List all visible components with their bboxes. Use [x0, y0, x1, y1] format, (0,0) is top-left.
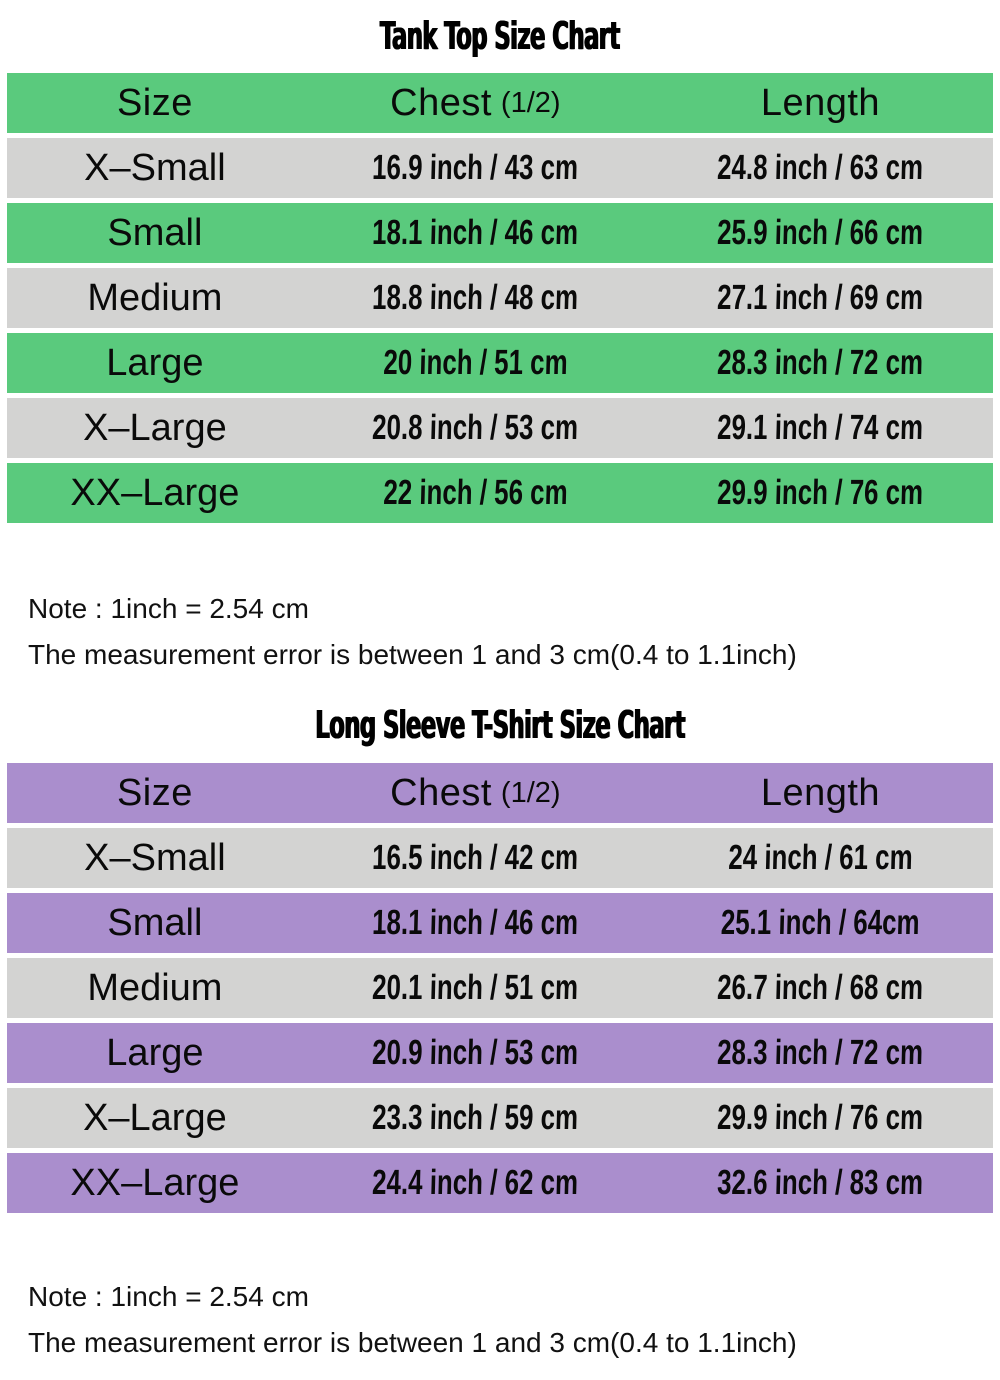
length-cell	[648, 473, 993, 513]
size-cell	[7, 407, 303, 450]
length-cell	[648, 903, 993, 943]
tank-top-title	[0, 14, 1000, 58]
chest-cell	[303, 278, 648, 318]
length-cell	[648, 343, 993, 383]
long-sleeve-header-row	[7, 763, 993, 823]
chest-value: 20 inch / 51 cm	[382, 343, 569, 382]
size-cell	[7, 472, 303, 515]
chest-cell	[303, 1098, 648, 1138]
size-header-label: Size	[116, 771, 193, 814]
header-cell-size	[7, 772, 303, 815]
chest-value: 20.8 inch / 53 cm	[371, 408, 579, 447]
length-cell	[648, 1033, 993, 1073]
header-cell-size	[7, 82, 303, 125]
size-cell	[7, 837, 303, 880]
size-cell	[7, 967, 303, 1010]
header-cell-chest	[303, 82, 648, 125]
size-label: Small	[107, 211, 203, 254]
length-cell	[648, 838, 993, 878]
size-label: X–Small	[84, 836, 226, 879]
length-cell	[648, 1163, 993, 1203]
size-cell	[7, 342, 303, 385]
length-value: 25.9 inch / 66 cm	[717, 213, 924, 252]
length-cell	[648, 968, 993, 1008]
chest-value: 23.3 inch / 59 cm	[371, 1098, 579, 1137]
chest-cell	[303, 968, 648, 1008]
length-value: 28.3 inch / 72 cm	[717, 1033, 924, 1072]
table-row-xlarge	[7, 1088, 993, 1148]
length-value: 29.9 inch / 76 cm	[717, 1098, 924, 1137]
note-line-2: The measurement error is between 1 and 3 cm(0.4 to 1.1inch)	[28, 1327, 797, 1358]
size-cell	[7, 147, 303, 190]
size-label: Small	[107, 901, 203, 944]
chest-value: 20.9 inch / 53 cm	[371, 1033, 579, 1072]
length-cell	[648, 148, 993, 188]
table-row-xlarge	[7, 398, 993, 458]
tank-top-table	[7, 73, 993, 528]
table-row-large	[7, 333, 993, 393]
chest-cell	[303, 903, 648, 943]
chest-header-note: (1/2)	[500, 86, 561, 119]
chest-header-label: Chest	[390, 81, 492, 124]
length-cell	[648, 213, 993, 253]
header-cell-chest	[303, 772, 648, 815]
long-sleeve-title	[0, 703, 1000, 747]
tank-top-title-text: Tank Top Size Chart	[380, 14, 620, 58]
chest-cell	[303, 1033, 648, 1073]
chest-cell	[303, 213, 648, 253]
size-label: Medium	[87, 276, 223, 319]
table-row-medium	[7, 268, 993, 328]
length-header-label: Length	[760, 771, 881, 814]
length-value: 24 inch / 61 cm	[727, 838, 914, 877]
table-row-large	[7, 1023, 993, 1083]
chest-value: 18.8 inch / 48 cm	[371, 278, 579, 317]
size-cell	[7, 902, 303, 945]
chest-value: 20.1 inch / 51 cm	[371, 968, 579, 1007]
table-row-xsmall	[7, 828, 993, 888]
size-label: XX–Large	[70, 471, 240, 514]
chest-cell	[303, 838, 648, 878]
table-row-xsmall	[7, 138, 993, 198]
length-value: 26.7 inch / 68 cm	[717, 968, 924, 1007]
chest-cell	[303, 148, 648, 188]
table-row-xxlarge	[7, 463, 993, 523]
chest-value: 22 inch / 56 cm	[382, 473, 569, 512]
note-line-2: The measurement error is between 1 and 3 cm(0.4 to 1.1inch)	[28, 639, 797, 670]
table-row-xxlarge	[7, 1153, 993, 1213]
size-label: Large	[106, 1031, 204, 1074]
size-cell	[7, 1032, 303, 1075]
size-label: Medium	[87, 966, 223, 1009]
size-cell	[7, 1097, 303, 1140]
note-block-1	[28, 592, 797, 684]
size-cell	[7, 212, 303, 255]
chest-cell	[303, 408, 648, 448]
table-row-small	[7, 893, 993, 953]
size-label: X–Small	[84, 146, 226, 189]
chest-value: 16.5 inch / 42 cm	[371, 838, 579, 877]
tank-top-header-row	[7, 73, 993, 133]
long-sleeve-table	[7, 763, 993, 1218]
chest-cell	[303, 343, 648, 383]
chest-cell	[303, 473, 648, 513]
chest-header-note: (1/2)	[500, 776, 561, 809]
length-cell	[648, 1098, 993, 1138]
size-label: XX–Large	[70, 1161, 240, 1204]
length-value: 32.6 inch / 83 cm	[717, 1163, 924, 1202]
header-cell-length	[648, 82, 993, 125]
length-cell	[648, 408, 993, 448]
chest-value: 24.4 inch / 62 cm	[371, 1163, 579, 1202]
chest-value: 18.1 inch / 46 cm	[371, 903, 579, 942]
size-cell	[7, 277, 303, 320]
table-row-medium	[7, 958, 993, 1018]
size-label: X–Large	[83, 406, 227, 449]
chest-value: 16.9 inch / 43 cm	[371, 148, 579, 187]
length-value: 27.1 inch / 69 cm	[717, 278, 924, 317]
length-value: 25.1 inch / 64cm	[720, 903, 921, 942]
size-header-label: Size	[116, 81, 193, 124]
header-cell-length	[648, 772, 993, 815]
length-header-label: Length	[760, 81, 881, 124]
chest-header-label: Chest	[390, 771, 492, 814]
length-value: 24.8 inch / 63 cm	[717, 148, 924, 187]
size-label: Large	[106, 341, 204, 384]
table-row-small	[7, 203, 993, 263]
note-block-2	[28, 1280, 797, 1372]
size-label: X–Large	[83, 1096, 227, 1139]
long-sleeve-title-text: Long Sleeve T-Shirt Size Chart	[315, 703, 685, 747]
length-value: 28.3 inch / 72 cm	[717, 343, 924, 382]
size-cell	[7, 1162, 303, 1205]
note-line-1: Note : 1inch = 2.54 cm	[28, 1281, 309, 1312]
chest-value: 18.1 inch / 46 cm	[371, 213, 579, 252]
length-cell	[648, 278, 993, 318]
note-line-1: Note : 1inch = 2.54 cm	[28, 593, 309, 624]
length-value: 29.1 inch / 74 cm	[717, 408, 924, 447]
chest-cell	[303, 1163, 648, 1203]
length-value: 29.9 inch / 76 cm	[717, 473, 924, 512]
